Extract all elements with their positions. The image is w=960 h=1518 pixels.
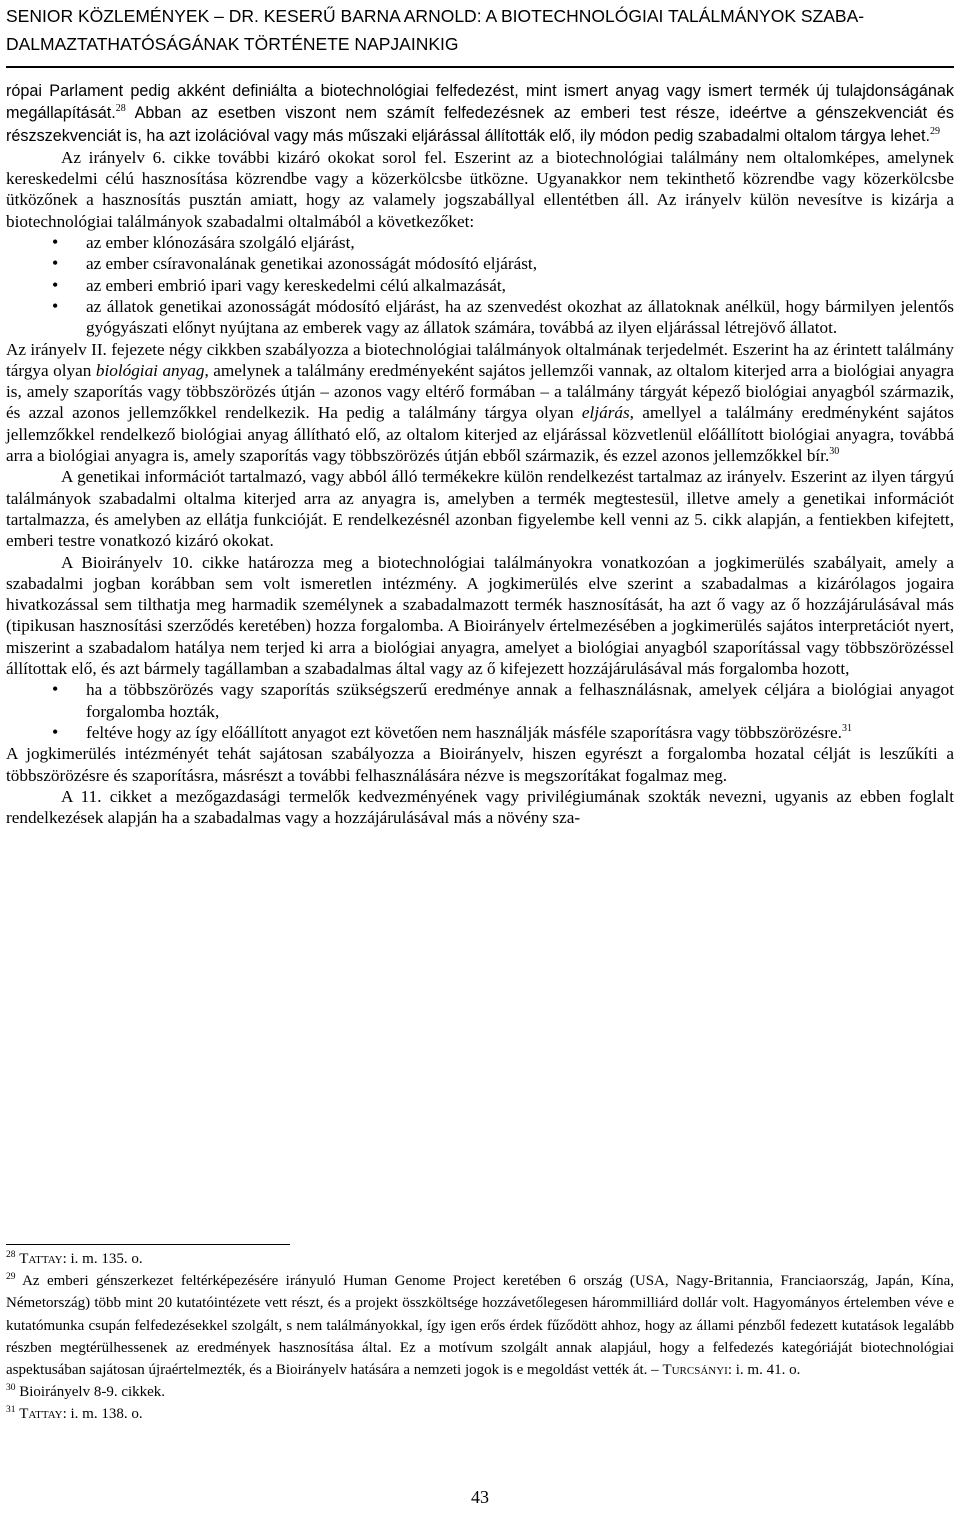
footnote-text: : i. m. 138. o. xyxy=(62,1406,143,1423)
paragraph-1-text: Abban az esetben viszont nem számít felfedezésnek az emberi test része, ideértve a génszekvenciát és részszekvenciát is, ha azt izolációval vagy más műszaki eljárással állították elő, ily módon pedig szabadalmi oltalom tárgya lehet. xyxy=(6,104,954,145)
exclusion-list-item: • az emberi embrió ipari vagy kereskedelmi célú alkalmazását, xyxy=(86,275,954,296)
term-process: eljárás xyxy=(581,403,630,423)
footnotes xyxy=(6,1248,954,1426)
term-biological-material: biológiai anyag xyxy=(95,360,205,380)
footnote-author: Tattay xyxy=(19,1251,63,1267)
footnote-number: 28 xyxy=(6,1250,16,1260)
footnote-ref-31[interactable]: 31 xyxy=(841,722,852,734)
footnote-number: 31 xyxy=(6,1405,16,1416)
paragraph-3-text-a: Az irányelv II. fejezete négy cikkben szabályozza a biotechnológiai találmányok oltalmának terjedelmét. Eszerint ha az érintett találmány tárgya olyan xyxy=(6,339,954,380)
paragraph-3-text-b: , amelynek a találmány eredményeként sajátos jellemzői vannak, az oltalom kiterjed arra a biológiai anyagra is, amely szaporítás vagy többszörözés útján – azonos vagy eltérő formában – a találmány tárgyát képező biológiai anyagból származik, és azzal azonos jellemzőkkel rendelkezik. Ha pedig a találmány tárgya olyan xyxy=(6,360,955,423)
running-header-series: SENIOR KÖZLEMÉNYEK – xyxy=(6,6,229,26)
footnote-28 xyxy=(6,1248,954,1270)
footnote-text: Bioirányelv 8-9. cikkek. xyxy=(19,1384,166,1401)
footnote-text: Az emberi génszerkezet feltérképezésére irányuló Human Genome Project keretében 6 ország (USA, Nagy-Britannia, Franciaország, Japán, Kína, Németország) több mint 20 kutatóintézete vett részt, és a projekt összköltsége hozzávetőlegesen hárommilliárd dollár volt. Hagyományos értelemben véve e kutatómunka csupán felfedezésekkel szolgált, s nem találmányokkal, így igen erős érdek fűződött ahhoz, hogy az állami pénzből fedezett kutatások legalább részben megtérülhessenek az eredmények hasznosítása által. Ez a motívum szolgált annak alapjául, hogy a felfedezés kategóriáját biotechnológiai aspektusában sajátosan újraértelmezték, és a Bioirányelv hatására a nemzeti jogok is e megoldást vették át. – xyxy=(6,1273,954,1379)
running-header-line-2: DALMAZTATHATÓSÁGÁNAK TÖRTÉNETE NAPJAINKIG xyxy=(6,34,459,54)
running-header-title: : A BIOTECHNOLÓGIAI TALÁLMÁNYOK SZABA- xyxy=(476,6,865,26)
running-header-author: DR. KESERŰ BARNA ARNOLD xyxy=(228,6,477,26)
paragraph-5: A Bioirányelv 10. cikke határozza meg a biotechnológiai találmányokra vonatkozóan a jogkimerülés szabályait, amely a szabadalmi jogban korábban sem volt ismeretlen intézmény. A jogkimerülés elve szerint a szabadalmas a kizárólagos jogaira hivatkozással sem tilthatja meg harmadik személynek a szabadalmazott termék hasznosítását, ha azt ő vagy az ő hozzájárulásával más (tipikusan hasznosítási szerződés keretében) hozza forgalomba. A Bioirányelv értelmezésében a jogkimerülés sajátos interpretációt nyert, miszerint a szabadalom hatálya nem terjed ki arra a biológiai anyagra, amelyet a biológiai anyagból szaporítással vagy többszörözéssel állítottak elő, és azt bármely tagállamban a szabadalmas által vagy az ő kifejezett hozzájárulásával más forgalomba hozott, xyxy=(6,552,954,679)
body-text xyxy=(6,80,954,828)
footnote-30 xyxy=(6,1381,954,1403)
exhaustion-list-item xyxy=(86,722,954,743)
paragraph-2: Az irányelv 6. cikke további kizáró okokat sorol fel. Eszerint az a biotechnológiai találmány nem oltalomképes, amelynek kereskedelmi célú hasznosítása közrendbe vagy a közerkölcsbe ütközne. Ugyanakkor nem tekinthető közrendbe vagy közerkölcsbe ütközőnek a hasznosítás pusztán amiatt, hogy az valamely jogszabállyal ellentétben áll. Az irányelv külön nevesítve is kizárja a biotechnológiai találmányok szabadalmi oltalmából a következőket: xyxy=(6,147,954,231)
page-number: 43 xyxy=(471,1487,489,1507)
running-header-line-1 xyxy=(6,2,954,30)
footnote-number: 29 xyxy=(6,1272,16,1283)
exhaustion-list-item: • ha a többszörözés vagy szaporítás szükségszerű eredménye annak a felhasználásnak, amelyek céljára a biológiai anyagot forgalomba hozták, xyxy=(86,679,954,722)
running-header xyxy=(6,2,954,58)
paragraph-1 xyxy=(6,80,954,147)
paragraph-3-text-c: , amellyel a találmány eredményként sajátos jellemzőkkel rendelkező biológiai anyag állítható elő, az oltalom kiterjed az eljárással közvetlenül előállított biológiai anyagra, továbbá arra a biológiai anyagra is, amely szaporítás vagy többszörözés útján ebből származik, és ezzel azonos jellemzőkkel bír. xyxy=(6,403,954,466)
exclusion-list-item: • az ember klónozására szolgáló eljárást, xyxy=(86,232,954,253)
footnote-author: Tattay xyxy=(19,1406,63,1423)
footnote-rule xyxy=(6,1244,290,1245)
exclusion-list-item: • az ember csíravonalának genetikai azonosságát módosító eljárást, xyxy=(86,253,954,274)
paragraph-7: A 11. cikket a mezőgazdasági termelők kedvezményének vagy privilégiumának szokták nevezni, ugyanis az ebben foglalt rendelkezések alapján ha a szabadalmas vagy a hozzájárulásával más a növény sza- xyxy=(6,786,954,828)
exclusion-list-item: • az állatok genetikai azonosságát módosító eljárást, ha az szenvedést okozhat az állatoknak anélkül, hogy bármilyen jelentős gyógyászati előnyt nyújtana az emberek vagy az állatok számára, továbbá az ilyen eljárással létrejövő állatot. xyxy=(86,296,954,339)
footnote-29 xyxy=(6,1270,954,1381)
footnote-text: : i. m. 135. o. xyxy=(62,1251,143,1267)
paragraph-4: A genetikai információt tartalmazó, vagy abból álló termékekre külön rendelkezést tartalmaz az irányelv. Eszerint az ilyen tárgyú találmányok szabadalmi oltalma kiterjed arra az anyagra is, amelyben a termék megtestesül, illetve amely a genetikai információt tartalmazza, és amelyben az ellátja funkcióját. E rendelkezésnél azonban figyelembe kell venni az 5. cikk alapján, a fentiekben kifejtett, emberi testre vonatkozó kizáró okokat. xyxy=(6,467,954,551)
footnote-text-tail: : i. m. 41. o. xyxy=(727,1362,801,1379)
exclusion-list xyxy=(6,232,954,338)
footnote-ref-28[interactable]: 28 xyxy=(115,103,126,115)
paragraph-1-lead: rópai Parlament pedig akként definiálta a biotechnológiai felfedezést, mint ismert anyag vagy ismert termék új tulajdonságának megállapítását. xyxy=(6,82,954,123)
footnote-ref-30[interactable]: 30 xyxy=(829,446,840,458)
footnote-31 xyxy=(6,1403,954,1425)
paragraph-6: A jogkimerülés intézményét tehát sajátosan szabályozza a Bioirányelv, hiszen egyrészt a forgalomba hozatal célját is leszűkíti a többszörözésre és szaporításra, másrészt a további felhasználására nézve is megszorítákat fogalmaz meg. xyxy=(6,744,954,785)
footnote-number: 30 xyxy=(6,1383,16,1394)
header-rule xyxy=(6,66,954,68)
footnote-ref-29[interactable]: 29 xyxy=(930,125,941,137)
exhaustion-list xyxy=(6,679,954,743)
paragraph-3 xyxy=(6,339,954,467)
exhaustion-list-item-text: feltéve hogy az így előállított anyagot ezt követően nem használják másféle szaporításra vagy többszörözésre. xyxy=(86,722,842,742)
footnote-author: Turcsányi xyxy=(662,1362,728,1379)
